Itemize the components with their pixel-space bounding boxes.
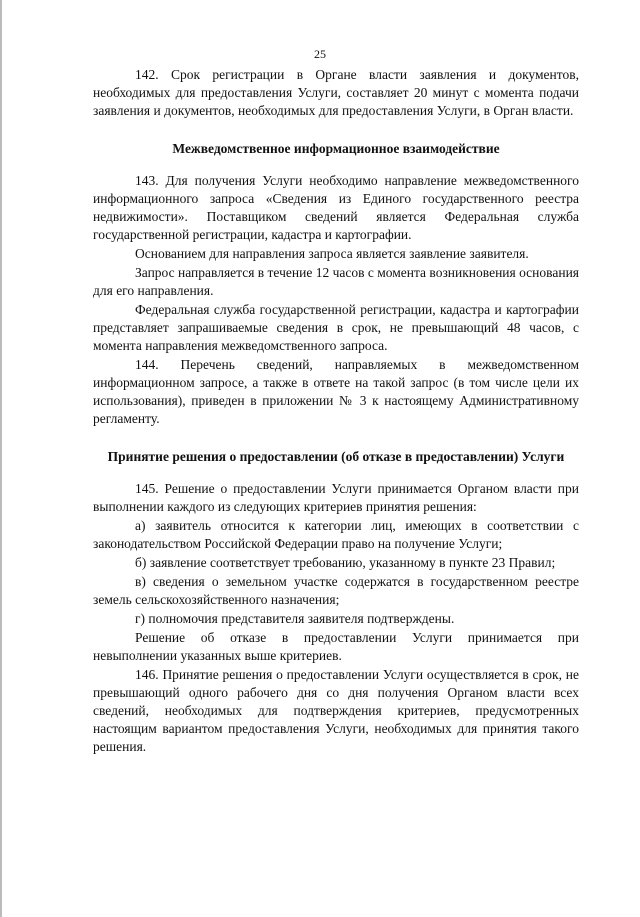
scan-edge xyxy=(0,0,2,917)
section-heading-decision: Принятие решения о предоставлении (об отказе в предоставлении) Услуги xyxy=(107,449,565,464)
paragraph-response-timing: Федеральная служба государственной регистрации, кадастра и картографии представляет запрашиваемые сведения в срок, не превышающий 48 часов, с момента направления межведомственного запроса. xyxy=(93,302,579,353)
paragraph-146: 146. Принятие решения о предоставлении Услуги осуществляется в срок, не превышающий одного рабочего дня со дня получения Органом власти всех сведений, необходимых для подтверждения критериев, предусмотренных настоящим вариантом предоставления Услуги, необходимых для принятия такого решения. xyxy=(93,667,579,754)
criterion-v: в) сведения о земельном участке содержатся в государственном реестре земель сельскохозяйственного назначения; xyxy=(93,574,579,607)
section-heading-interagency: Межведомственное информационное взаимодействие xyxy=(172,141,500,156)
criterion-g: г) полномочия представителя заявителя подтверждены. xyxy=(135,611,455,626)
paragraph-142: 142. Срок регистрации в Органе власти заявления и документов, необходимых для предоставления Услуги, составляет 20 минут с момента подачи заявления и документов, необходимых для предоставления Услуги, в Орган власти. xyxy=(93,67,579,118)
document-body xyxy=(93,66,579,756)
criterion-b: б) заявление соответствует требованию, указанному в пункте 23 Правил; xyxy=(135,555,556,570)
paragraph-145: 145. Решение о предоставлении Услуги принимается Органом власти при выполнении каждого из следующих критериев принятия решения: xyxy=(93,481,579,514)
paragraph-refusal: Решение об отказе в предоставлении Услуги принимается при невыполнении указанных выше критериев. xyxy=(93,630,579,663)
paragraph-143: 143. Для получения Услуги необходимо направление межведомственного информационного запроса «Сведения из Единого государственного реестра недвижимости». Поставщиком сведений является Федеральная служба государственной регистрации, кадастра и картографии. xyxy=(93,173,579,242)
paragraph-144: 144. Перечень сведений, направляемых в межведомственном информационном запросе, а также в ответе на такой запрос (в том числе цели их использования), приведен в приложении № 3 к настоящему Административному регламенту. xyxy=(93,357,579,426)
criterion-a: а) заявитель относится к категории лиц, имеющих в соответствии с законодательством Российской Федерации право на получение Услуги; xyxy=(93,518,579,551)
paragraph-request-timing: Запрос направляется в течение 12 часов с момента возникновения основания для его направления. xyxy=(93,265,579,298)
paragraph-basis: Основанием для направления запроса является заявление заявителя. xyxy=(135,246,529,261)
page-number: 25 xyxy=(314,47,326,61)
